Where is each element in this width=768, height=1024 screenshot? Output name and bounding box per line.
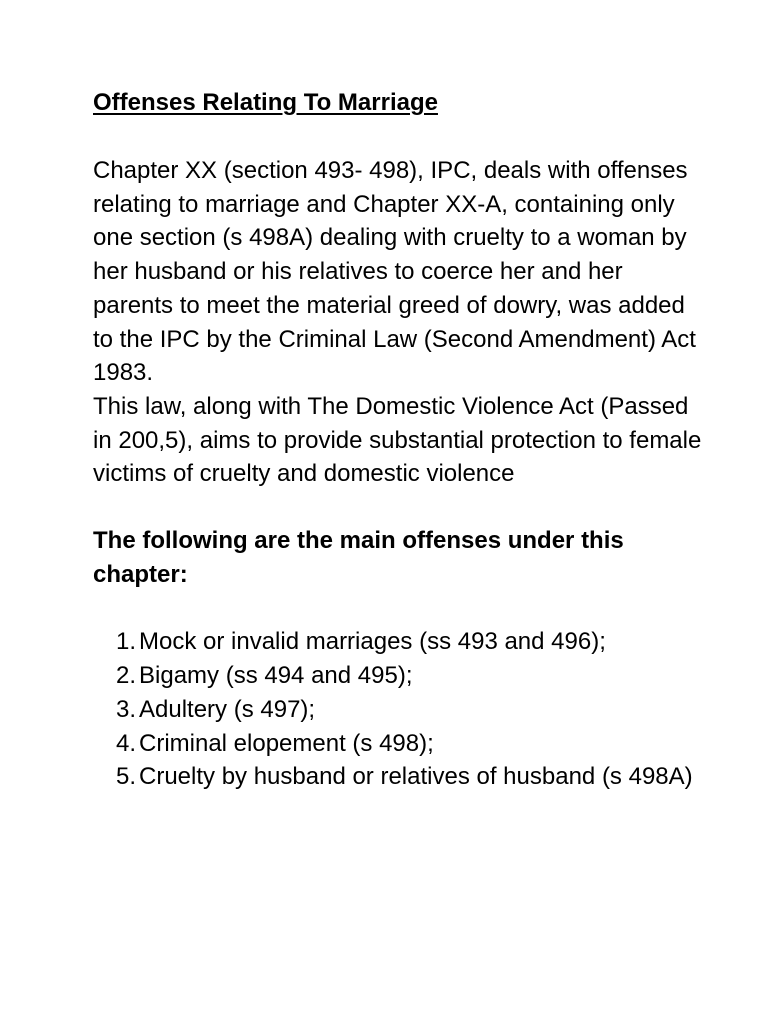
list-item-number: 5. [116, 763, 137, 791]
intro-paragraph: Chapter XX (section 493- 498), IPC, deals with offenses relating to marriage and Chapter XX-A, containing only one section (s 498A) dealing with cruelty to a woman by her husband or his relatives to coerce her and her parents to meet the material greed of dowry, was added to the IPC by the Criminal Law (Second Amendment) Act 1983. [93, 157, 696, 387]
list-item-number: 3. [116, 695, 137, 723]
list-item-text: Mock or invalid marriages (ss 493 and 496); [139, 628, 606, 656]
list-item [93, 659, 703, 693]
document-page [93, 86, 703, 794]
list-item-number: 2. [116, 662, 137, 690]
list-item-text: Cruelty by husband or relatives of husband (s 498A) [139, 763, 693, 791]
list-item-text: Bigamy (ss 494 and 495); [139, 662, 413, 690]
list-item-number: 4. [116, 729, 137, 757]
list-item [93, 727, 703, 761]
offenses-list [93, 625, 703, 794]
offenses-list-heading: The following are the main offenses under this chapter: [93, 527, 624, 588]
list-item-text: Criminal elopement (s 498); [139, 729, 434, 757]
list-item [93, 625, 703, 659]
domestic-violence-paragraph: This law, along with The Domestic Violence Act (Passed in 200,5), aims to provide substantial protection to female victims of cruelty and domestic violence [93, 392, 702, 488]
list-item-text: Adultery (s 497); [139, 695, 316, 723]
list-item-number: 1. [116, 628, 137, 656]
list-item [93, 760, 703, 794]
list-item [93, 693, 703, 727]
document-title: Offenses Relating To Marriage [93, 89, 438, 116]
